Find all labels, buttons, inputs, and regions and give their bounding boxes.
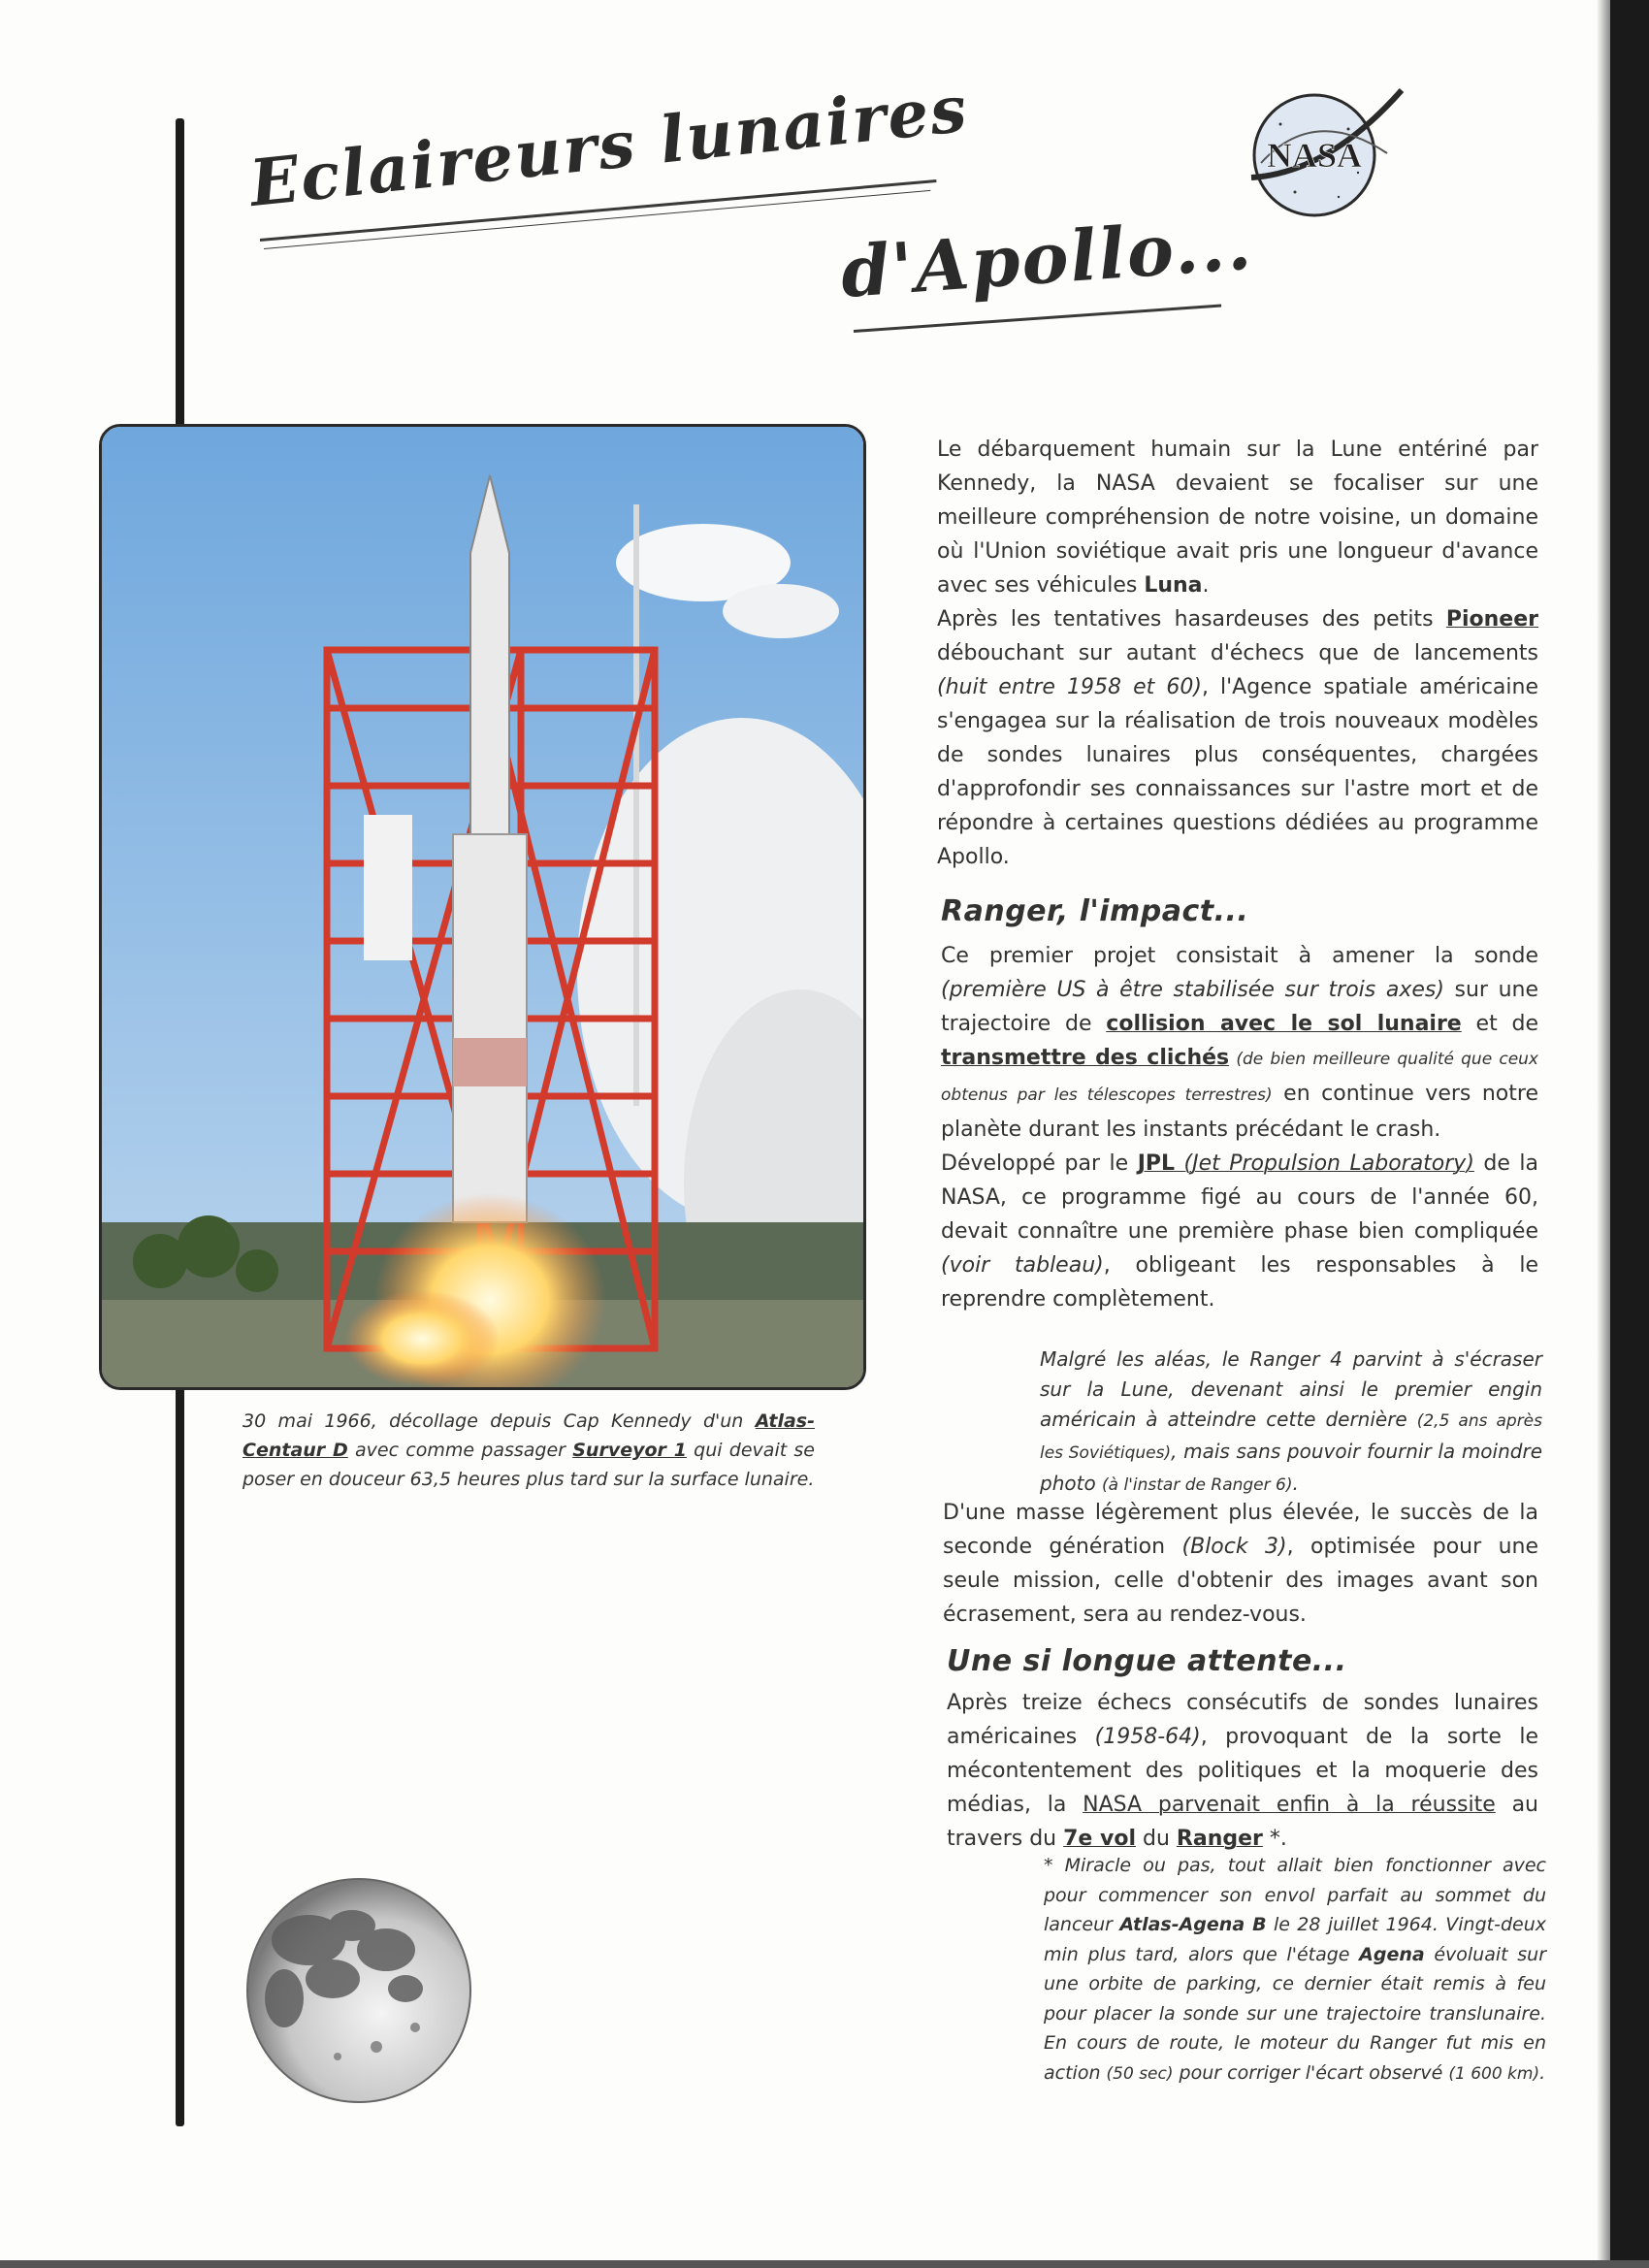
- title-line-1: Eclaireurs lunaires: [245, 70, 972, 221]
- rocket-launch-image: [102, 427, 863, 1387]
- section-attente-text: [947, 1686, 1538, 1856]
- footnote: * Miracle ou pas, tout allait bien fonctionner avec pour commencer son envol parfait au sommet du lanceur Atlas-Agena B le 28 juillet 1964. Vingt-deux min plus tard, alors que l'étage Agena évoluait sur une orbite de parking, ce dernier était remis à feu pour placer la sonde sur une trajectoire translunaire. En cours de route, le moteur du Ranger fut mis en action (50 sec) pour corriger l'écart observé (1 600 km).: [1044, 1855, 1546, 2084]
- nasa-logo: [1242, 85, 1406, 221]
- ranger-paragraph-3: D'une masse légèrement plus élevée, le succès de la seconde génération (Block 3), optimisée pour une seule mission, celle d'obtenir des images avant son écrasement, sera au rendez-vous.: [943, 1501, 1538, 1627]
- caption-payload: Surveyor 1: [572, 1440, 687, 1461]
- ranger-paragraph-3-wrap: [943, 1496, 1538, 1632]
- intro-text: [937, 433, 1538, 874]
- launch-photo: [99, 424, 866, 1390]
- ranger-note: Malgré les aléas, le Ranger 4 parvint à s'écraser sur la Lune, devenant ainsi le premier engin américain à atteindre cette dernière (2,5 ans après les Soviétiques), mais sans pouvoir fournir la moindre photo (à l'instar de Ranger 6).: [1040, 1347, 1542, 1495]
- section-ranger-heading: Ranger, l'impact...: [941, 894, 1249, 928]
- nasa-logo-text: NASA: [1266, 136, 1363, 175]
- caption-vehicle: Atlas-Centaur D: [242, 1410, 815, 1461]
- intro-paragraph-2: Après les tentatives hasardeuses des petits Pioneer débouchant sur autant d'échecs que de lancements (huit entre 1958 et 60), l'Agence spatiale américaine s'engagea sur la réalisation de trois nouveaux modèles de sondes lunaires plus conséquentes, chargées d'approfondir ses connaissances sur l'astre mort et de répondre à certaines questions dédiées au programme Apollo.: [937, 607, 1538, 869]
- attente-paragraph-1: Après treize échecs consécutifs de sondes lunaires américaines (1958-64), provoquant de la sorte le mécontentement des politiques et la moquerie des médias, la NASA parvenait enfin à la réussite au travers du 7e vol du Ranger *.: [947, 1691, 1539, 1851]
- photo-caption: 30 mai 1966, décollage depuis Cap Kennedy d'un Atlas-Centaur D avec comme passager Surveyor 1 qui devait se poser en douceur 63,5 heures plus tard sur la surface lunaire.: [242, 1410, 815, 1490]
- section-ranger-text: [941, 939, 1538, 1316]
- moon-illustration: [241, 1872, 478, 2110]
- title-line-2: d'Apollo...: [838, 202, 1256, 313]
- page-edge-shadow: [1610, 0, 1649, 2268]
- ranger-paragraph-2: Développé par le JPL (Jet Propulsion Laboratory) de la NASA, ce programme figé au cours de l'année 60, devait connaître une première phase bien compliquée (voir tableau), obligeant les responsables à le reprendre complètement.: [941, 1151, 1538, 1312]
- ranger-paragraph-1: Ce premier projet consistait à amener la sonde (première US à être stabilisée sur trois axes) sur une trajectoire de collision avec le sol lunaire et de transmettre des clichés (de bien meilleure qualité que ceux obtenus par les télescopes terrestres) en continue vers notre planète durant les instants précédant le crash.: [941, 944, 1538, 1142]
- intro-paragraph-1: Le débarquement humain sur la Lune entériné par Kennedy, la NASA devaient se focaliser sur une meilleure compréhension de notre voisine, un domaine où l'Union soviétique avait pris une longueur d'avance avec ses véhicules Luna.: [937, 437, 1538, 598]
- section-attente-heading: Une si longue attente...: [947, 1644, 1347, 1678]
- page-bottom-edge: [0, 2260, 1649, 2268]
